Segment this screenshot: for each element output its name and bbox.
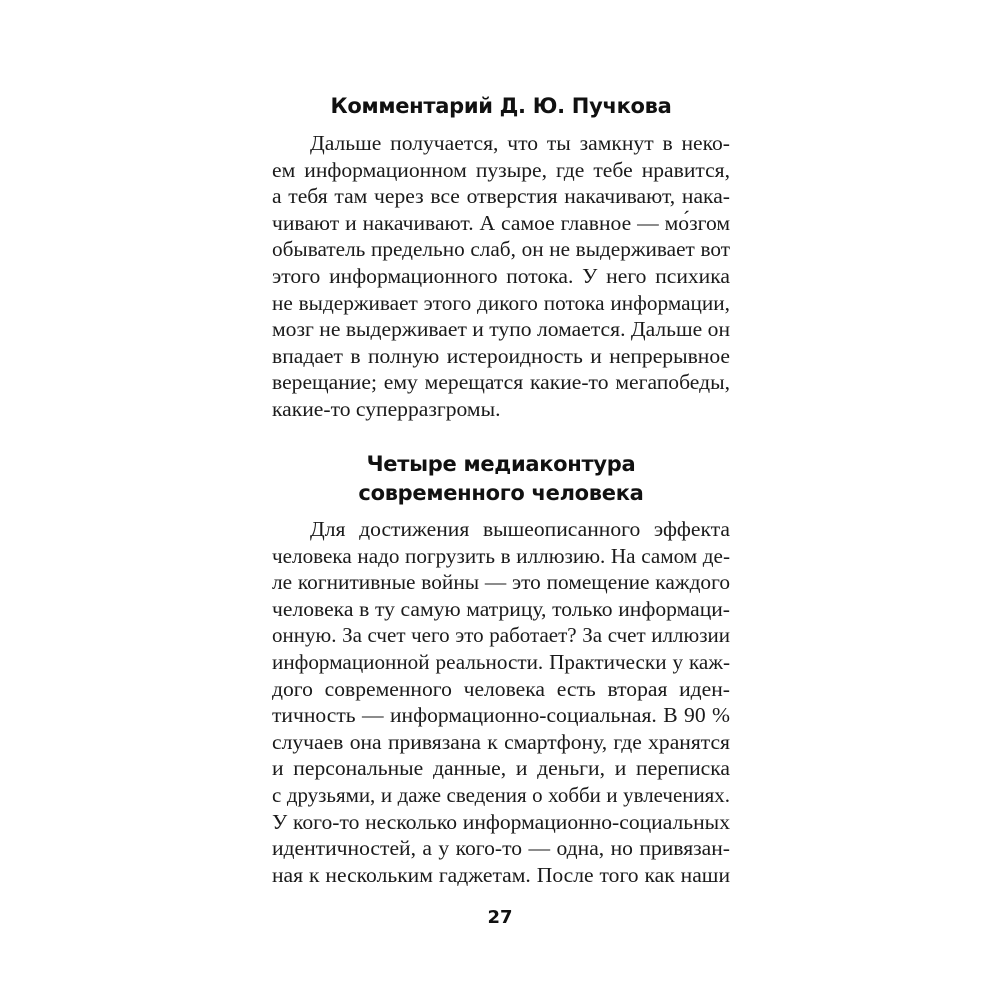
text-line: верещание; ему мерещатся какие-то мегапобеды,	[272, 370, 730, 395]
text-line: не выдерживает этого дикого потока информации,	[272, 290, 730, 315]
text-line: идентичностей, а у кого-то — одна, но привязан-	[272, 836, 730, 861]
text-line: тичность — информационно-социальная. В 90 %	[272, 703, 730, 728]
text-line: человека надо погрузить в иллюзию. На самом де-	[272, 543, 730, 568]
text-line: мозг не выдерживает и тупо ломается. Дальше он	[272, 317, 730, 342]
text-line: а тебя там через все отверстия накачивают, нака-	[272, 184, 730, 209]
text-line: и персональные данные, и деньги, и переписка	[272, 756, 730, 781]
text-line: Дальше получается, что ты замкнут в неко-	[310, 131, 730, 155]
text-line: онную. За счет чего это работает? За счет иллюзии	[272, 623, 730, 648]
text-line: чивают и накачивают. А самое главное — мо́згом	[272, 210, 730, 235]
paragraph-comment	[272, 130, 730, 423]
section-heading-line: Четыре медиаконтура	[366, 452, 636, 476]
section-heading-media-contours	[270, 450, 732, 508]
text-line: человека в ту самую матрицу, только информаци-	[272, 596, 730, 621]
paragraph-media-contours	[272, 516, 730, 888]
section-heading-line: современного человека	[358, 481, 644, 505]
text-line: информационной реальности. Практически у каж-	[272, 649, 730, 674]
text-line: ле когнитивные войны — это помещение каждого	[272, 570, 730, 595]
text-line: дого современного человека есть вторая иден-	[272, 676, 730, 701]
text-line: впадает в полную истероидность и непрерывное	[272, 343, 730, 368]
text-line: обыватель предельно слаб, он не выдерживает вот	[272, 237, 730, 262]
text-line: ная к нескольким гаджетам. После того как наши	[272, 862, 730, 887]
text-line: Для достижения вышеописанного эффекта	[310, 517, 730, 541]
text-line: этого информационного потока. У него психика	[272, 263, 730, 288]
text-line: какие-то суперразгромы.	[272, 396, 501, 421]
text-line: случаев она привязана к смартфону, где хранятся	[272, 729, 730, 754]
page-number: 27	[487, 907, 513, 928]
text-line: ем информационном пузыре, где тебе нравится,	[272, 157, 730, 182]
section-heading-comment: Комментарий Д. Ю. Пучкова	[330, 94, 672, 118]
text-line: с друзьями, и даже сведения о хобби и увлечениях.	[272, 782, 730, 807]
text-line: У кого-то несколько информационно-социальных	[272, 809, 730, 834]
